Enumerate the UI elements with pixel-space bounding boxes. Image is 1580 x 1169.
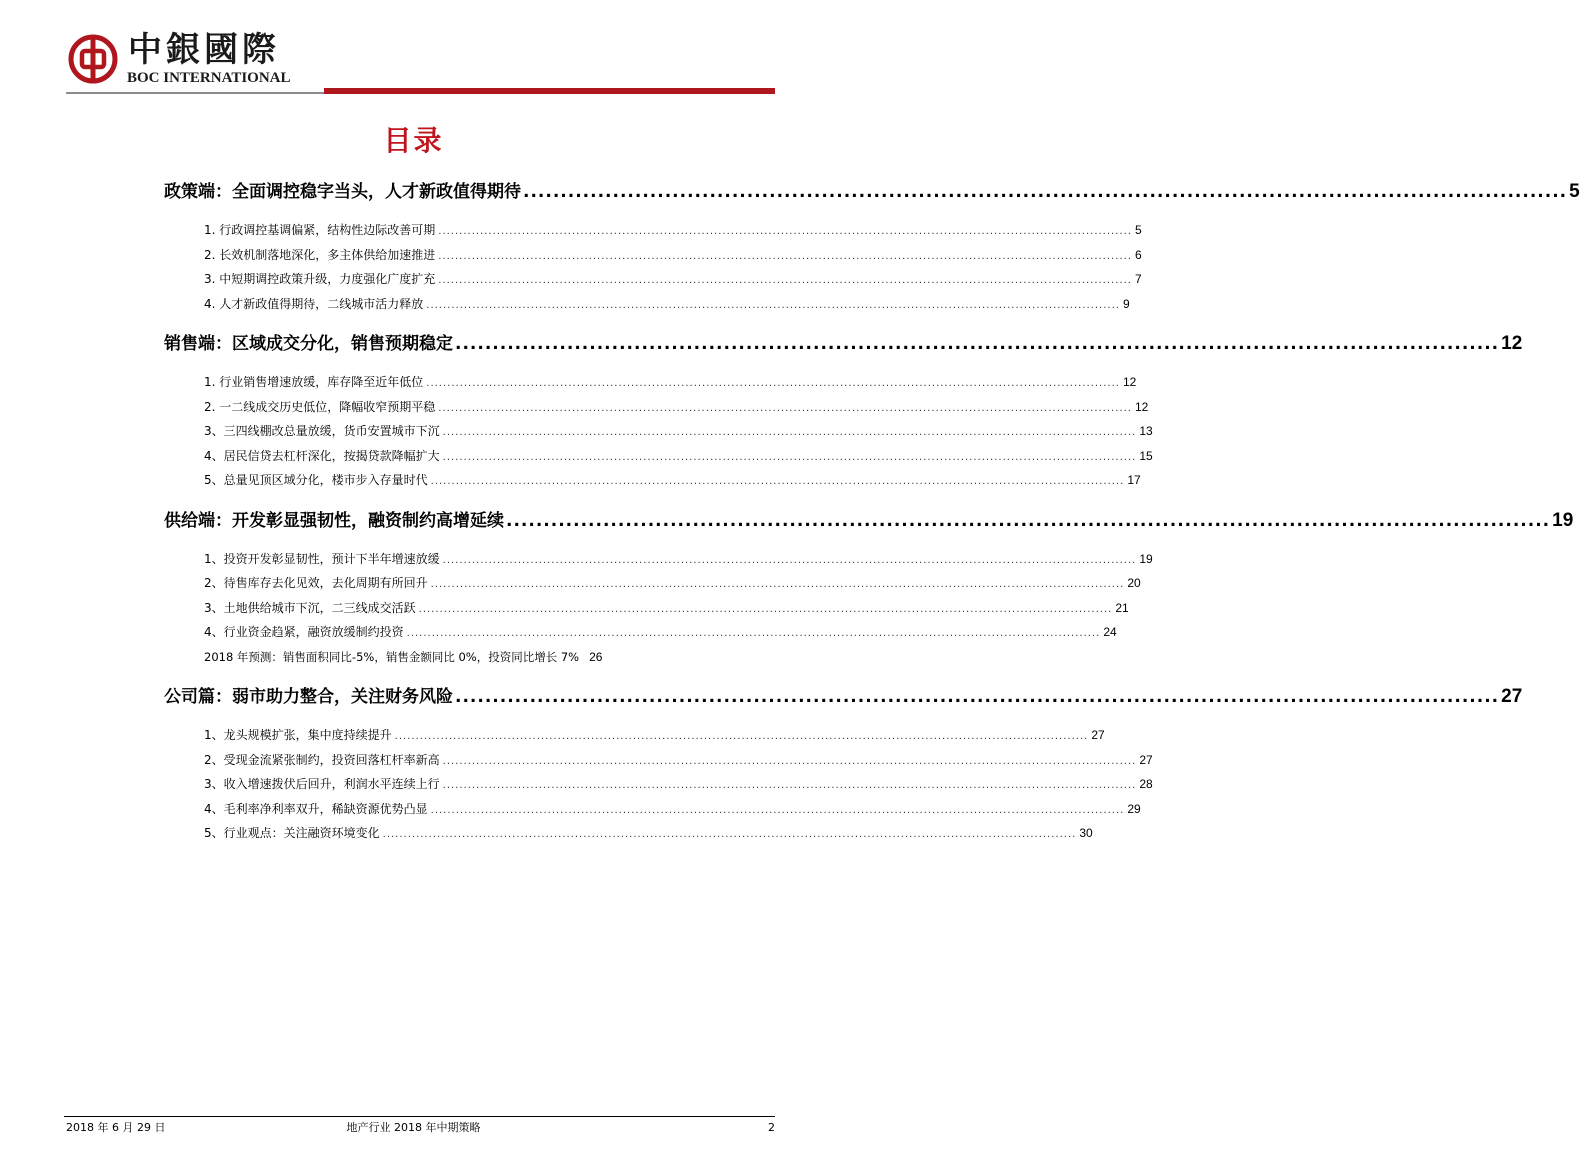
footer-rule	[64, 1116, 775, 1117]
toc-leader-dots: ......................................................................................................................................................................	[430, 804, 1125, 816]
toc-leader-dots: ......................................................................................................................................................................	[406, 628, 1101, 639]
toc-subsection[interactable]	[164, 243, 1142, 268]
toc-section[interactable]	[164, 176, 1580, 208]
toc-subsection-title: 4、毛利率净利率双升，稀缺资源优势凸显	[204, 801, 428, 816]
toc-subsection-list	[164, 218, 1142, 316]
toc-subsection-page: 6	[1134, 247, 1142, 262]
toc-subsection[interactable]	[164, 723, 1105, 748]
toc-section-title: 政策端：全面调控稳字当头，人才新政值得期待	[164, 182, 521, 202]
toc-leader-dots: ......................................................................................................................................................................	[442, 427, 1137, 438]
toc-subsection-page: 27	[1139, 752, 1153, 767]
toc-subsection-title: 5、行业观点：关注融资环境变化	[204, 826, 380, 840]
toc-subsection-title: 1. 行政调控基调偏紧，结构性边际改善可期	[204, 223, 436, 237]
toc-leader-dots: ......................................................................................................................................................................	[438, 402, 1132, 414]
page-header	[66, 26, 775, 98]
toc-subsection-page: 13	[1139, 424, 1153, 438]
toc-section-title: 公司篇：弱市助力整合，关注财务风险	[164, 687, 453, 707]
toc-leader-dots: ......................................................................................................................................................................	[394, 731, 1089, 742]
toc-subsection-page: 12	[1134, 399, 1149, 414]
toc-subsection-title: 1、投资开发彰显韧性，预计下半年增速放缓	[204, 551, 440, 566]
toc-section-title: 销售端：区域成交分化，销售预期稳定	[164, 334, 453, 354]
toc-subsection-page: 20	[1127, 576, 1141, 590]
toc-subsection-title: 2. 一二线成交历史低位，降幅收窄预期平稳	[204, 399, 436, 414]
toc-subsection[interactable]	[164, 292, 1130, 317]
toc-subsection-page: 19	[1139, 551, 1153, 566]
toc-subsection[interactable]	[164, 218, 1142, 243]
boc-logo-icon	[68, 34, 118, 84]
toc-leader-dots: ......................................................................................................................................................................	[430, 476, 1125, 487]
toc-leader-dots: ............................................................................................................................................	[523, 182, 1568, 202]
toc-leader-dots: ............................................................................................................................................	[506, 510, 1551, 531]
toc-subsection-page: 28	[1139, 777, 1153, 791]
toc-subsection[interactable]	[164, 571, 1141, 596]
toc-leader-dots: ......................................................................................................................................................................	[426, 378, 1120, 389]
toc-subsection-page: 9	[1122, 296, 1130, 311]
toc-subsection-page: 17	[1127, 473, 1141, 487]
toc-leader-dots: ......................................................................................................................................................................	[438, 250, 1132, 262]
footer-page-number: 2	[768, 1121, 775, 1134]
toc-subsection-page: 12	[1122, 375, 1137, 389]
toc-title: 目录	[383, 124, 444, 157]
logo-chinese-name: 中銀國際	[128, 30, 280, 70]
toc-section[interactable]	[164, 328, 1523, 360]
table-of-contents	[164, 176, 1580, 858]
toc-subsection[interactable]	[164, 468, 1141, 493]
toc-subsection-title: 4. 人才新政值得期待，二线城市活力释放	[204, 296, 424, 311]
toc-leader-dots: ............................................................................................................................................	[455, 687, 1500, 707]
toc-leader-dots: ............................................................................................................................................	[455, 334, 1500, 354]
toc-subsection[interactable]	[164, 419, 1153, 444]
toc-section[interactable]	[164, 505, 1574, 537]
logo-english-name: BOC INTERNATIONAL	[127, 70, 291, 86]
toc-subsection[interactable]	[164, 596, 1129, 621]
toc-subsection[interactable]	[164, 547, 1153, 572]
toc-leader-dots: ......................................................................................................................................................................	[382, 829, 1077, 840]
toc-subsection[interactable]	[164, 797, 1141, 822]
toc-leader-dots: ......................................................................................................................................................................	[418, 603, 1113, 615]
toc-section-page: 19	[1552, 509, 1574, 531]
header-rule-red	[324, 88, 775, 94]
toc-section-title: 供给端：开发彰显强韧性，融资制约高增延续	[164, 510, 504, 531]
toc-subsection-list	[164, 370, 1153, 493]
toc-subsection[interactable]	[164, 267, 1142, 292]
toc-subsection-page: 24	[1103, 625, 1117, 639]
toc-subsection-title: 1. 行业销售增速放缓，库存降至近年低位	[204, 375, 424, 389]
toc-subsection-page: 30	[1079, 826, 1093, 840]
toc-subsection[interactable]	[164, 444, 1153, 469]
toc-subsection-title: 3. 中短期调控政策升级，力度强化广度扩充	[204, 272, 436, 286]
toc-subsection[interactable]	[164, 370, 1137, 395]
toc-subsection-page: 27	[1091, 728, 1105, 742]
toc-subsection-title: 2、受现金流紧张制约，投资回落杠杆率新高	[204, 752, 440, 767]
toc-subsection-title: 1、龙头规模扩张，集中度持续提升	[204, 728, 392, 742]
toc-subsection-page: 15	[1139, 448, 1153, 463]
toc-subsection-page: 21	[1115, 600, 1129, 615]
toc-leader-dots: ......................................................................................................................................................................	[430, 579, 1125, 590]
toc-leader-dots: ......................................................................................................................................................................	[442, 755, 1137, 767]
toc-subsection-title: 3、收入增速拨伏后回升，利润水平连续上行	[204, 777, 440, 791]
toc-section[interactable]	[164, 681, 1523, 713]
toc-subsection-title: 2018 年预测：销售面积同比-5%，销售金额同比 0%，投资同比增长 7%	[204, 649, 580, 664]
footer-date: 2018 年 6 月 29 日	[66, 1121, 166, 1134]
toc-leader-dots: ......................................................................................................................................................................	[426, 299, 1120, 311]
toc-leader-dots: ......................................................................................................................................................................	[438, 226, 1132, 237]
toc-section-page: 5	[1569, 181, 1580, 202]
toc-subsection-title: 2. 长效机制落地深化，多主体供给加速推进	[204, 247, 436, 262]
toc-leader-dots: ......................................................................................................................................................................	[442, 780, 1137, 791]
toc-section-page: 12	[1501, 333, 1523, 354]
toc-subsection[interactable]	[164, 645, 682, 670]
header-rule-gray	[66, 92, 324, 94]
toc-subsection-title: 4、居民信贷去杠杆深化，按揭贷款降幅扩大	[204, 448, 440, 463]
toc-subsection-title: 3、三四线棚改总量放缓，货币安置城市下沉	[204, 424, 440, 438]
toc-subsection-title: 5、总量见顶区域分化，楼市步入存量时代	[204, 473, 428, 487]
footer-report-name: 地产行业 2018 年中期策略	[346, 1121, 481, 1134]
toc-subsection-title: 3、土地供给城市下沉，二三线成交活跃	[204, 600, 416, 615]
toc-subsection-title: 4、行业资金趋紧，融资放缓制约投资	[204, 625, 404, 639]
toc-subsection[interactable]	[164, 821, 1093, 846]
toc-subsection[interactable]	[164, 395, 1149, 420]
toc-subsection-title: 2、待售库存去化见效，去化周期有所回升	[204, 576, 428, 590]
toc-subsection-page: 29	[1127, 801, 1141, 816]
toc-section-page: 27	[1501, 686, 1523, 707]
toc-leader-dots: ......................................................................................................................................................................	[438, 275, 1132, 286]
toc-subsection[interactable]	[164, 620, 1117, 645]
toc-subsection-page: 26	[589, 649, 603, 664]
toc-leader-dots: ......................................................................................................................................................................	[442, 451, 1137, 463]
toc-subsection-list	[164, 547, 1153, 670]
toc-subsection[interactable]	[164, 772, 1153, 797]
toc-subsection-list	[164, 723, 1153, 846]
toc-subsection-page: 7	[1134, 272, 1142, 286]
toc-leader-dots: ......................................................................................................................................................................	[442, 554, 1137, 566]
toc-subsection[interactable]	[164, 748, 1153, 773]
toc-subsection-page: 5	[1134, 223, 1142, 237]
